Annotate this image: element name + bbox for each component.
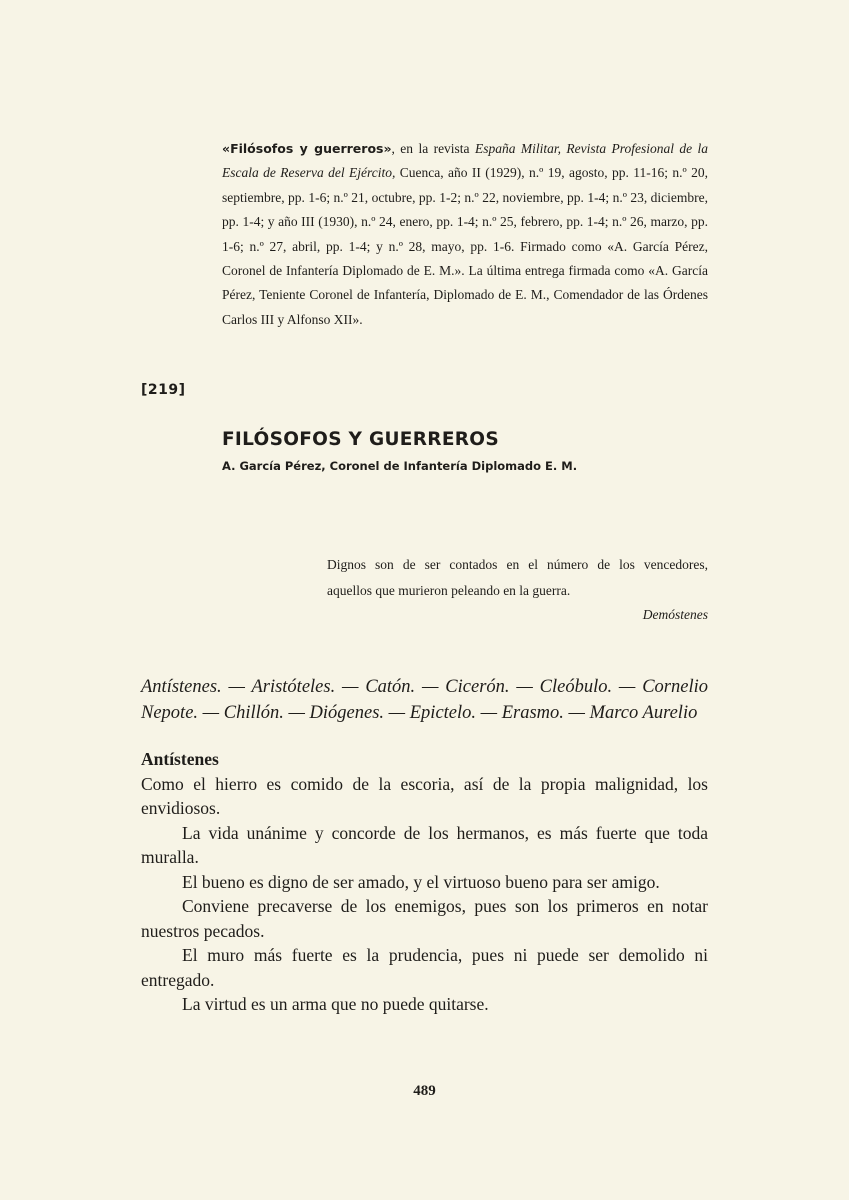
epigraph bbox=[327, 552, 708, 626]
paragraph: Conviene precaverse de los enemigos, pues son los primeros en notar nuestros pecados. bbox=[141, 896, 708, 941]
bibliography-text-1: , en la revista bbox=[391, 141, 475, 156]
paragraph: La virtud es un arma que no puede quitarse. bbox=[182, 994, 489, 1014]
article-title: FILÓSOFOS Y GUERREROS bbox=[222, 429, 499, 450]
summary-list: Antístenes. — Aristóteles. — Catón. — Cicerón. — Cleóbulo. — Cornelio Nepote. — Chillón. — Diógenes. — Epictelo. — Erasmo. — Marco Aurelio bbox=[141, 677, 708, 723]
bibliography-title: «Filósofos y guerreros» bbox=[222, 141, 392, 156]
epigraph-author: Demóstenes bbox=[642, 607, 708, 622]
bibliography-note bbox=[222, 137, 708, 332]
paragraph: La vida unánime y concorde de los hermanos, es más fuerte que toda muralla. bbox=[141, 822, 708, 867]
bibliography-journal: España Militar, Revista Profesional de la Escala de Reserva del Ejército, bbox=[222, 141, 708, 181]
epigraph-line: Dignos son de ser contados en el número de los vencedores, bbox=[327, 557, 708, 572]
article-byline: A. García Pérez, Coronel de Infantería Diplomado E. M. bbox=[222, 459, 578, 473]
paragraph: Como el hierro es comido de la escoria, así de la propia malignidad, los envidiosos. bbox=[141, 773, 708, 818]
bibliography-text-2: Cuenca, año II (1929), n.º 19, agosto, pp. 11-16; n.º 20, septiembre, pp. 1-6; n.º 21, octubre, pp. 1-2; n.º 22, noviembre, pp. 1-4; n.º 23, diciembre, pp. 1-4; y año III (1930), n.º 24, enero, pp. 1-4; n.º 25, febrero, pp. 1-4; n.º 26, marzo, pp. 1-6; n.º 27, abril, pp. 1-4; y n.º 28, mayo, pp. 1-6. Firmado como «A. García Pérez, Coronel de Infantería Diplomado de E. M.». La última entrega firmada como «A. García Pérez, Teniente Coronel de Infantería, Diplomado de E. M., Comendador de las Órdenes Carlos III y Alfonso XII». bbox=[222, 165, 708, 327]
paragraph: El muro más fuerte es la prudencia, pues ni puede ser demolido ni entregado. bbox=[141, 945, 708, 990]
section-body bbox=[141, 747, 708, 1017]
entry-number: [219] bbox=[141, 382, 186, 398]
page-number: 489 bbox=[413, 1083, 436, 1099]
section-heading: Antístenes bbox=[141, 749, 219, 769]
epigraph-line: aquellos que murieron peleando en la guerra. bbox=[327, 583, 571, 598]
paragraph: El bueno es digno de ser amado, y el virtuoso bueno para ser amigo. bbox=[182, 871, 660, 892]
